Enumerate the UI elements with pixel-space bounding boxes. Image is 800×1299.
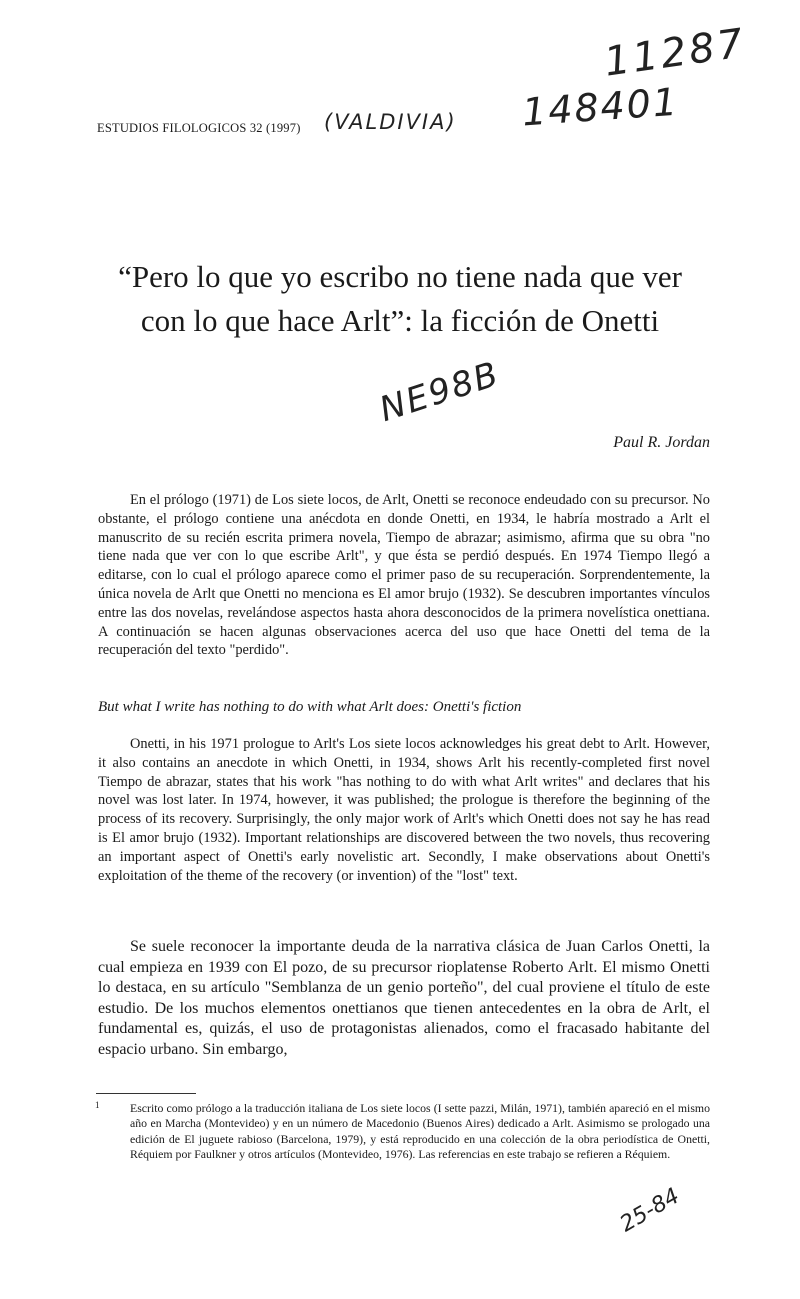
handwritten-stamp-note: NE98B [374, 353, 505, 431]
handwritten-catalog-number: 11287 [601, 20, 749, 86]
handwritten-city-note: (VALDIVIA) [324, 110, 457, 134]
abstract-english: Onetti, in his 1971 prologue to Arlt's Los siete locos acknowledges his great debt to Arlt. However, it also contains an anecdote in which Onetti, in 1934, shows Arlt his recently-completed first novel Tiempo de abrazar, states that his work "has nothing to do with what Arlt writes" and declares that his novel was lost later. In 1974, however, it was published; the prologue is therefore the beginning of the process of its recovery. Surprisingly, the only major work of Arlt's which Onetti does not say he has read is El amor brujo (1932). Important relationships are discovered between the two novels, thus recovering an important aspect of Onetti's early novelistic art. Secondly, I make observations about Onetti's exploitation of the theme of the recovery (or invention) of the "lost" text. [98, 736, 710, 884]
title-line-2: con lo que hace Arlt”: la ficción de Onetti [140, 303, 660, 338]
title-line-1: “Pero lo que yo escribo no tiene nada que ver [118, 259, 682, 294]
article-title [60, 255, 740, 343]
handwritten-accession-number: 148401 [520, 79, 681, 135]
handwritten-margin-note: 25-84 [616, 1183, 684, 1238]
footnote-divider [96, 1093, 196, 1094]
abstract-spanish: En el prólogo (1971) de Los siete locos, de Arlt, Onetti se reconoce endeudado con su precursor. No obstante, el prólogo contiene una anécdota en donde Onetti, en 1934, le habría mostrado a Arlt el manuscrito de su recién escrita primera novela, Tiempo de abrazar; asimismo, afirma que su obra "no tiene nada que ver con lo que escribe Arlt", y que ésta se perdió después. En 1974 Tiempo llegó a editarse, con lo cual el prólogo aparece como el primer paso de su recuperación. Sorprendentemente, la única novela de Arlt que Onetti no menciona es El amor brujo (1932). Se descubren importantes vínculos entre las dos novelas, revelándose aspectos hasta ahora desconocidos de la primera novelística onettiana. A continuación se hacen algunas observaciones acerca del uso que hace Onetti del tema de la recuperación del texto "perdido". [98, 492, 710, 659]
footnote-marker: 1 [95, 1100, 100, 1110]
footnote-text: Escrito como prólogo a la traducción italiana de Los siete locos (I sette pazzi, Milán, 1971), también apareció en el mismo año en Marcha (Montevideo) y en un número de Macedonio (Buenos Aires) dedicado a Arlt. Asimismo se prologado una edición de El juguete rabioso (Barcelona, 1979), y está reproducido en una colección de la obra periodística de Onetti, Réquiem por Faulkner y otros artículos (Montevideo, 1976). Las referencias en este trabajo se refieren a Réquiem. [130, 1101, 710, 1161]
author-name: Paul R. Jordan [613, 434, 710, 451]
abstract-english-title: But what I write has nothing to do with what Arlt does: Onetti's fiction [98, 699, 522, 715]
journal-header: ESTUDIOS FILOLOGICOS 32 (1997) [97, 121, 301, 135]
body-paragraph: Se suele reconocer la importante deuda de la narrativa clásica de Juan Carlos Onetti, la cual empieza en 1939 con El pozo, de su precursor rioplatense Roberto Arlt. El mismo Onetti lo destaca, en su artículo "Semblanza de un genio porteño", del cual proviene el título de este estudio. De los muchos elementos onettianos que tienen antecedentes en la obra de Arlt, el fundamental es, quizás, el uso de protagonistas alienados, como el fracasado habitante del espacio urbano. Sin embargo, [98, 938, 710, 1058]
